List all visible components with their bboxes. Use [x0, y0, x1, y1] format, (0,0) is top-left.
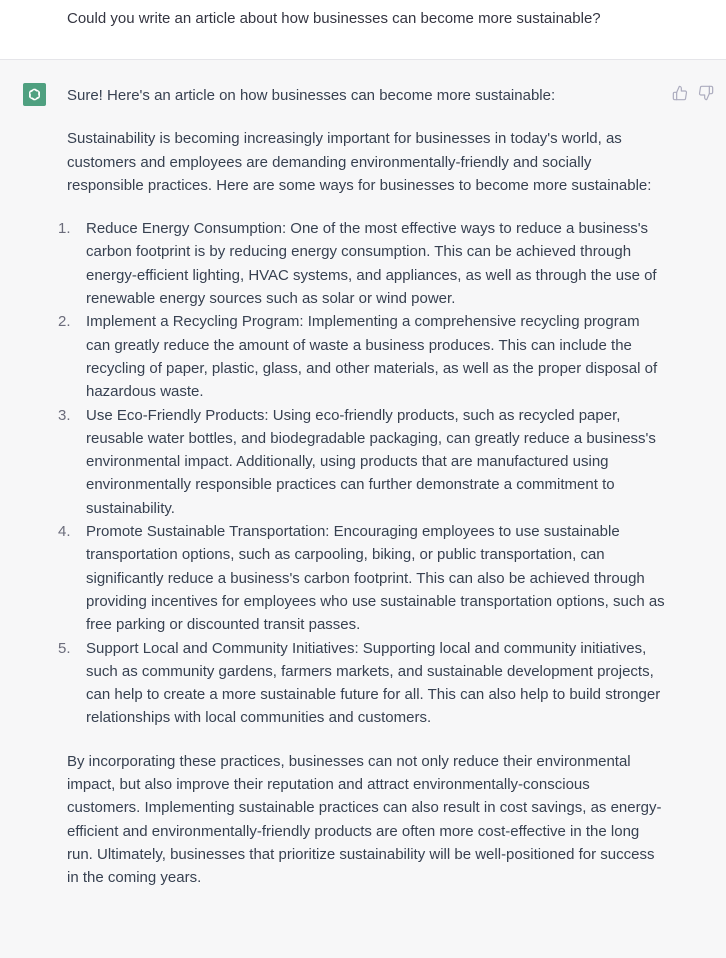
- feedback-controls: [672, 85, 714, 101]
- list-item-text: Use Eco-Friendly Products: Using eco-friendly products, such as recycled paper, reusable water bottles, and biodegradable packaging, can greatly reduce a business's environmental impact. Additionally, using products that are manufactured using environmentally responsible practices can further demonstrate a commitment to sustainability.: [86, 406, 656, 517]
- list-item: [58, 637, 667, 730]
- list-number: 3.: [58, 406, 71, 424]
- list-item: [58, 404, 667, 520]
- thumbs-up-button[interactable]: [672, 85, 688, 101]
- user-message-text: Could you write an article about how businesses can become more sustainable?: [67, 10, 601, 27]
- thumbs-down-icon: [698, 85, 714, 101]
- openai-logo-icon: [26, 86, 43, 103]
- response-paragraph: Sustainability is becoming increasingly important for businesses in today's world, as customers and employees are demanding environmentally-friendly and socially responsible practices. Here are some ways for businesses to become more sustainable:: [67, 130, 652, 194]
- list-number: 5.: [58, 639, 71, 657]
- response-conclusion: By incorporating these practices, businesses can not only reduce their environmental impact, but also improve their reputation and attract environmentally-conscious customers. Implementing sustainable practices can also result in cost savings, as energy-efficient and environmentally-friendly products are often more cost-effective in the long run. Ultimately, businesses that prioritize sustainability will be well-positioned for success in the coming years.: [67, 752, 662, 887]
- assistant-message: [0, 60, 726, 890]
- list-item-text: Reduce Energy Consumption: One of the most effective ways to reduce a business's carbon footprint is by reducing energy consumption. This can be achieved through energy-efficient lighting, HVAC systems, and appliances, as well as through the use of renewable energy sources such as solar or wind power.: [86, 220, 657, 308]
- sustainability-list: [58, 217, 667, 730]
- user-message: [0, 0, 726, 60]
- list-number: 2.: [58, 313, 71, 331]
- list-item-text: Promote Sustainable Transportation: Encouraging employees to use sustainable transportation options, such as carpooling, biking, or public transportation, can significantly reduce a business's carbon footprint. This can also be achieved through providing incentives for employees who use sustainable transportation options, such as free parking or discounted transit passes.: [86, 523, 665, 634]
- list-number: 1.: [58, 220, 71, 238]
- thumbs-up-icon: [672, 85, 688, 101]
- thumbs-down-button[interactable]: [698, 85, 714, 101]
- list-number: 4.: [58, 523, 71, 541]
- assistant-avatar: [23, 83, 46, 106]
- list-item: [58, 217, 667, 310]
- list-item-text: Support Local and Community Initiatives: Supporting local and community initiatives, such as community gardens, farmers markets, and sustainable development projects, can help to create a more sustainable future for all. This can also help to build stronger relationships with local communities and customers.: [86, 639, 661, 727]
- list-item: [58, 520, 667, 636]
- assistant-response: [58, 84, 667, 890]
- list-item-text: Implement a Recycling Program: Implementing a comprehensive recycling program can greatly reduce the amount of waste a business produces. This can include the recycling of paper, plastic, glass, and other materials, as well as the proper disposal of hazardous waste.: [86, 313, 658, 401]
- list-item: [58, 310, 667, 403]
- response-intro: Sure! Here's an article on how businesses can become more sustainable:: [67, 87, 556, 104]
